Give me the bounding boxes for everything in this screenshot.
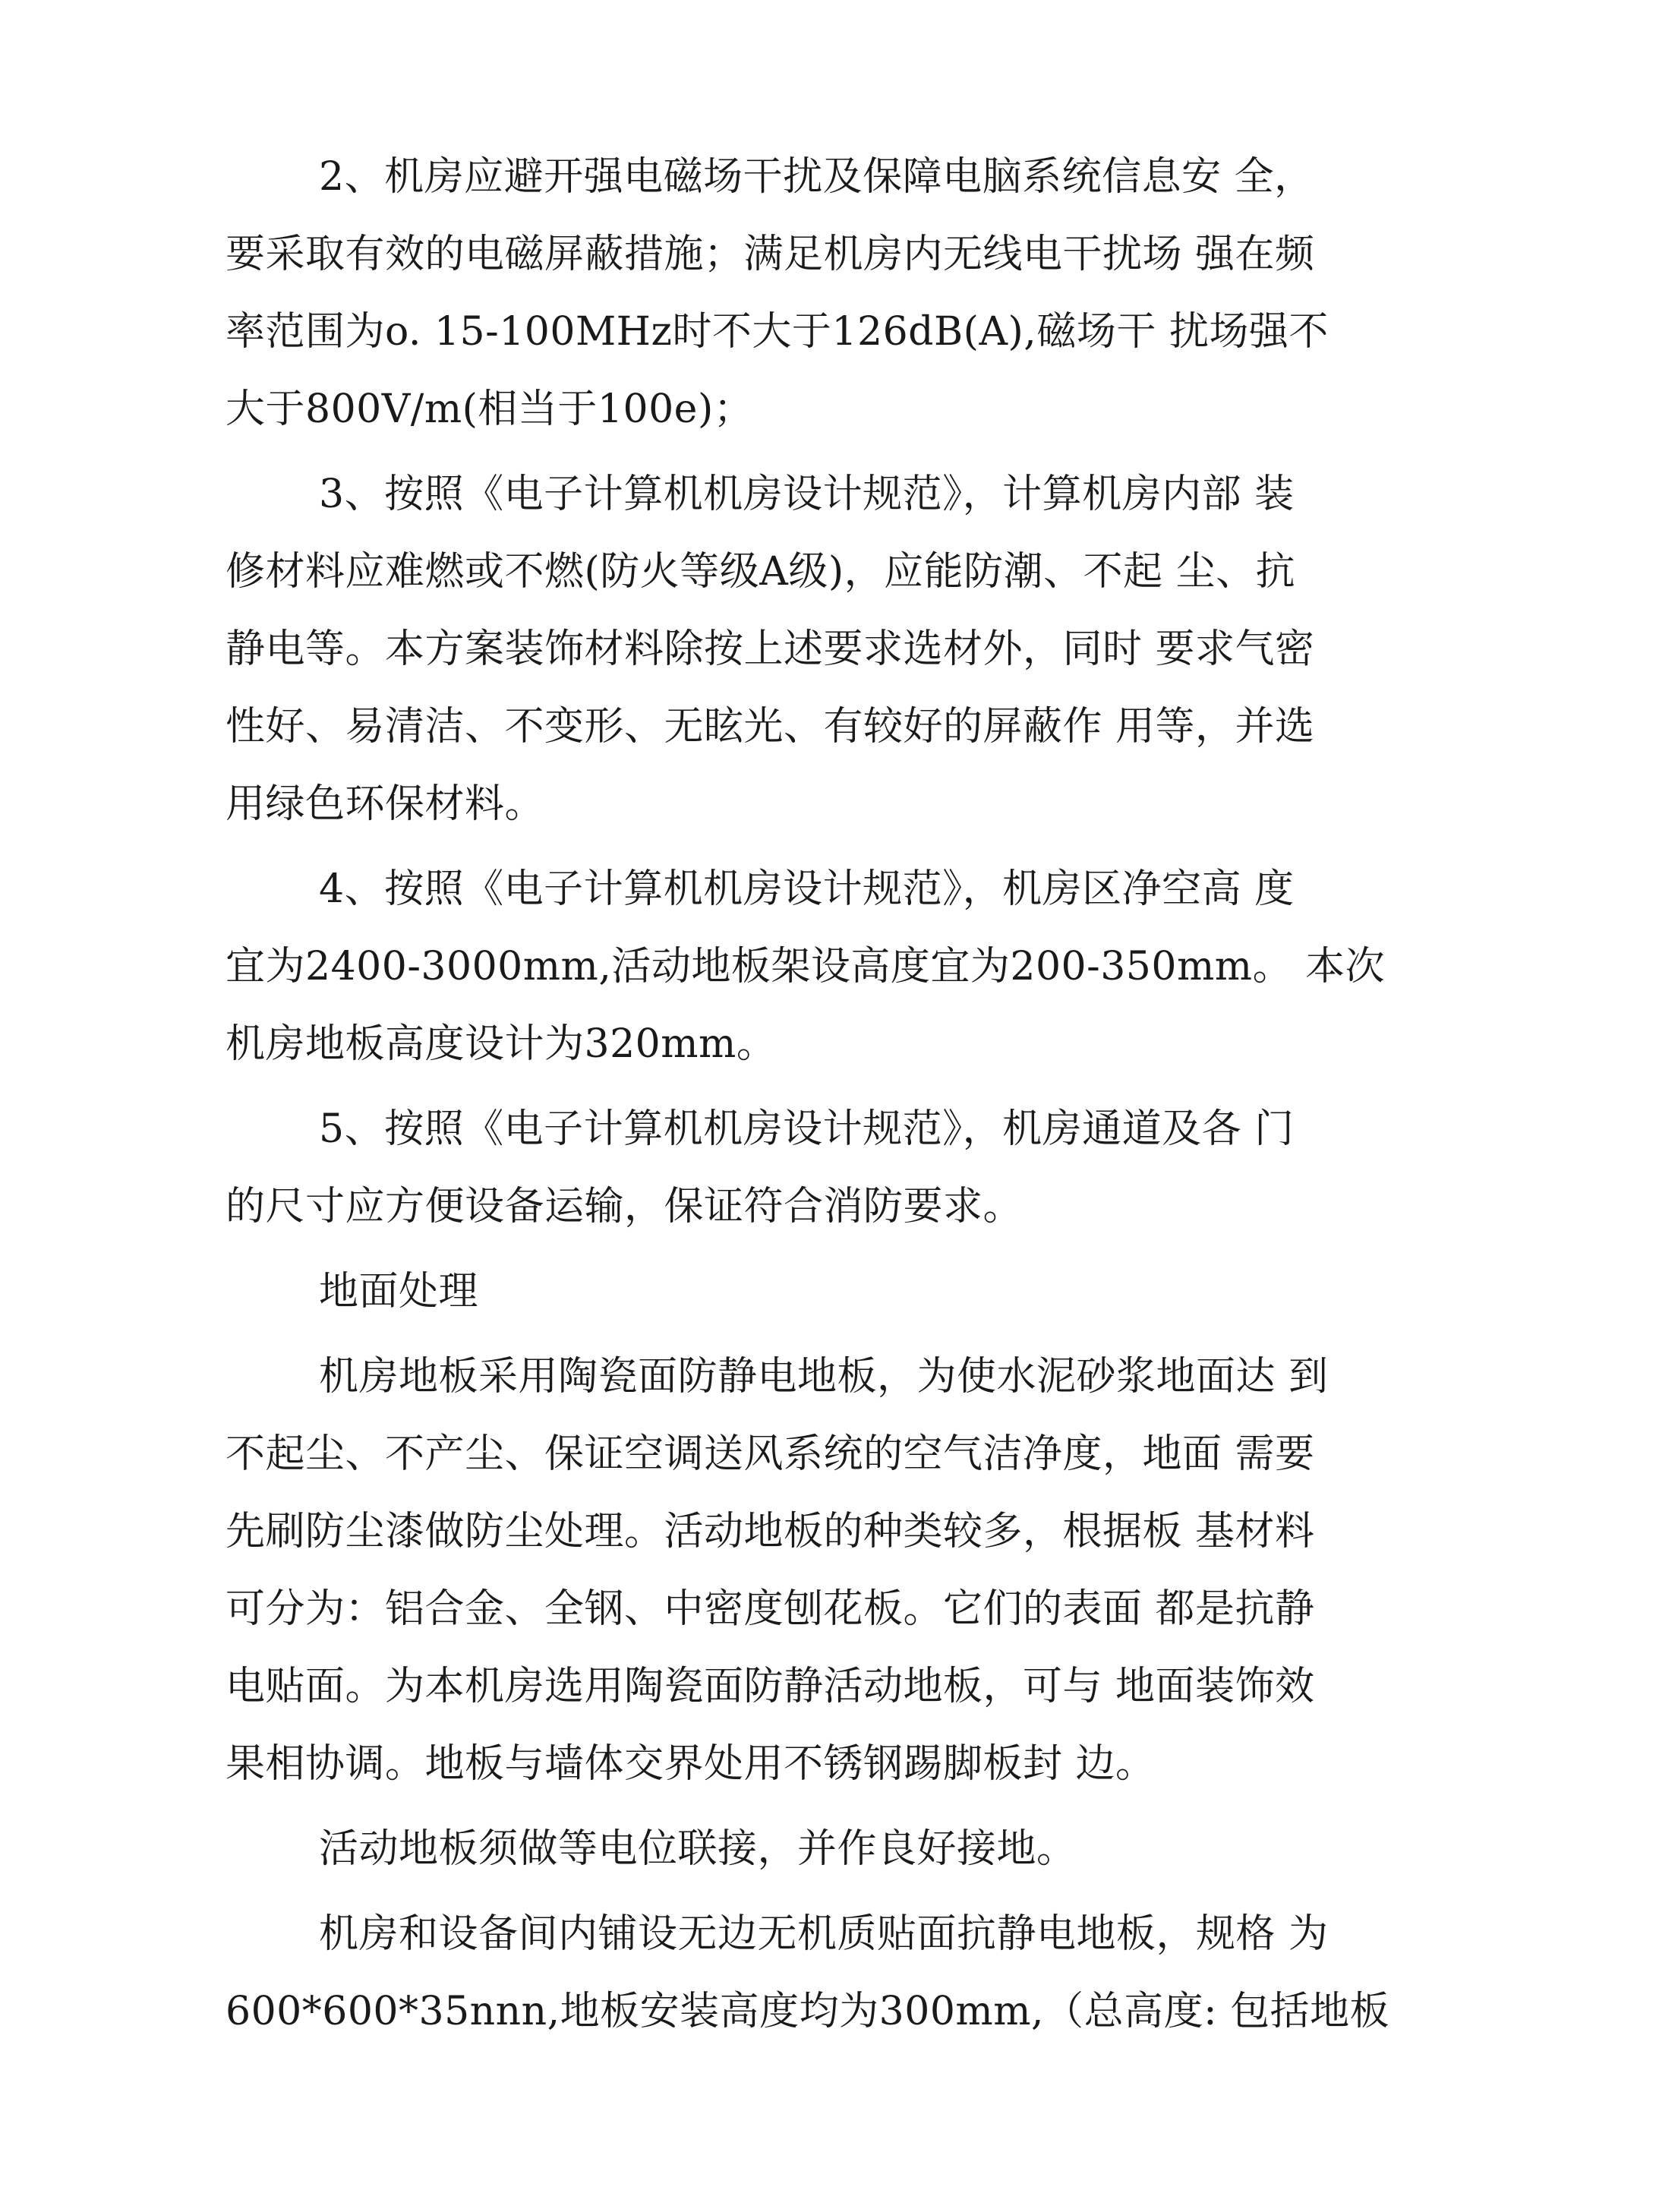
paragraph-line: 3、按照《电子计算机机房设计规范》，计算机房内部 装	[319, 472, 1295, 517]
paragraph-line: 先刷防尘漆做防尘处理。活动地板的种类较多，根据板 基材料	[226, 1509, 1315, 1554]
paragraph-line: 600*600*35nnn,地板安装高度均为300mm,（总高度: 包括地板	[226, 1989, 1390, 2034]
paragraph-line: 用绿色环保材料。	[226, 781, 545, 827]
paragraph-line: 不起尘、不产尘、保证空调送风系统的空气洁净度，地面 需要	[226, 1431, 1315, 1477]
paragraph-line: 的尺寸应方便设备运输，保证符合消防要求。	[226, 1184, 1024, 1229]
paragraph-line: 机房地板采用陶瓷面防静电地板，为使水泥砂浆地面达 到	[319, 1354, 1329, 1399]
paragraph-line: 机房和设备间内铺设无边无机质贴面抗静电地板，规格 为	[319, 1911, 1329, 1957]
paragraph-line: 静电等。本方案装饰材料除按上述要求选材外，同时 要求气密	[226, 626, 1315, 672]
paragraph-line: 5、按照《电子计算机机房设计规范》，机房通道及各 门	[319, 1106, 1295, 1152]
paragraph-line: 可分为：铝合金、全钢、中密度刨花板。它们的表面 都是抗静	[226, 1586, 1315, 1632]
paragraph-line: 果相协调。地板与墙体交界处用不锈钢踢脚板封 边。	[226, 1741, 1156, 1787]
paragraph-line: 活动地板须做等电位联接，并作良好接地。	[319, 1826, 1077, 1872]
paragraph-line: 4、按照《电子计算机机房设计规范》，机房区净空高 度	[319, 866, 1295, 912]
paragraph-line: 电贴面。为本机房选用陶瓷面防静活动地板，可与 地面装饰效	[226, 1664, 1315, 1709]
paragraph-line: 修材料应难燃或不燃(防火等级A级)，应能防潮、不起 尘、抗	[226, 549, 1296, 595]
section-heading: 地面处理	[319, 1269, 479, 1314]
paragraph-line: 2、机房应避开强电磁场干扰及保障电脑系统信息安 全，	[319, 154, 1314, 200]
paragraph-line: 机房地板高度设计为320mm。	[226, 1021, 777, 1067]
paragraph-line: 率范围为o. 15-100MHz时不大于126dB(A),磁场干 扰场强不	[226, 309, 1329, 355]
paragraph-line: 要采取有效的电磁屏蔽措施；满足机房内无线电干扰场 强在频	[226, 232, 1315, 277]
paragraph-line: 宜为2400-3000mm,活动地板架设高度宜为200-350mm。 本次	[226, 944, 1386, 989]
paragraph-line: 大于800V/m(相当于100e)；	[226, 387, 754, 432]
paragraph-line: 性好、易清洁、不变形、无眩光、有较好的屏蔽作 用等，并选	[226, 704, 1315, 749]
